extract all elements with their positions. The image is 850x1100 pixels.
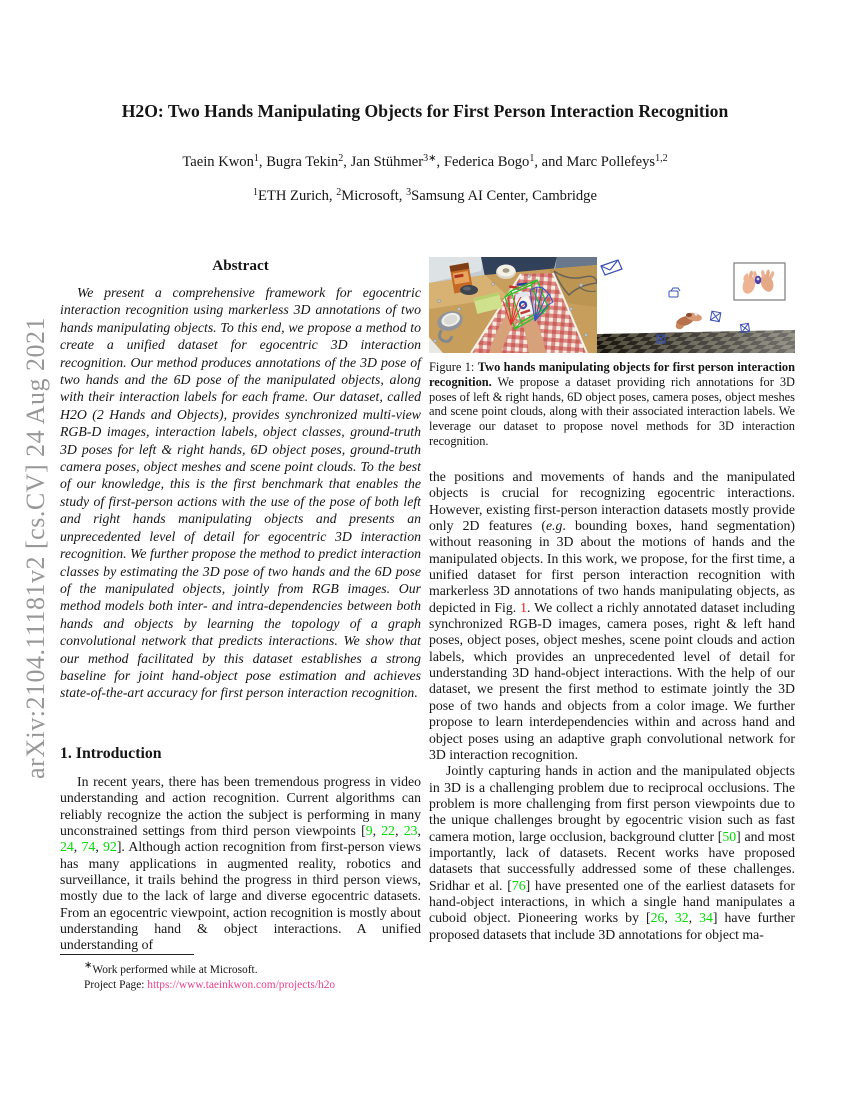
footnote-line-2 (60, 978, 421, 993)
text-segment: , Federica Bogo (436, 154, 530, 170)
text-segment: Two hands manipulating objects for first person interaction recognition. (429, 360, 796, 389)
text-segment: , and Marc Pollefeys (534, 154, 656, 170)
text-segment: Jointly capturing hands in action and the manipulated objects in 3D is a challenging problem due to reciprocal occlusions. The problem is more challenging from first person viewpoints due to the unique challenges brought by egocentric vision such as fast camera motion, large occlusion, background clutter [ (429, 763, 795, 844)
figure1-3d-visualization (597, 257, 795, 353)
paper-title: H2O: Two Hands Manipulating Objects for First Person Interaction Recognition (121, 101, 729, 121)
abstract-text: We present a comprehensive framework for egocentric interaction recognition using markerless 3D annotations of two hands manipulating objects. To this end, we propose a method to create a unified dataset for egocentric 3D interaction recognition. Our method produces annotations of the 3D pose of two hands and the 6D pose of the manipulated objects, along with their interaction labels for each frame. Our dataset, called H2O (2 Hands and Objects), provides synchronized multi-view RGB-D images, interaction labels, object classes, ground-truth 3D poses for left & right hands, 6D object poses, ground-truth camera poses, object meshes and scene point clouds. To the best of our knowledge, this is the first benchmark that enables the study of first-person actions with the use of the pose of both left and right hands manipulating objects and presents an unprecedented level of detail for egocentric 3D interaction recognition. We further propose the method to predict interaction classes by estimating the 3D pose of two hands and the 6D pose of the manipulated objects, jointly from RGB images. Our method models both inter- and intra-dependencies between both hands and objects by learning the topology of a graph convolutional network that predicts interactions. We show that our method facilitated by this dataset establishes a strong baseline for joint hand-object pose estimation and achieves state-of-the-art accuracy for first person interaction recognition. (60, 285, 421, 701)
citation-link[interactable]: 9 (365, 823, 373, 839)
citation-link[interactable]: 76 (511, 877, 526, 893)
citation-link[interactable]: 32 (674, 910, 689, 926)
text-segment: , Bugra Tekin (258, 154, 339, 170)
project-page-link[interactable]: https://www.taeinkwon.com/projects/h2o (147, 978, 336, 991)
figure1-egocentric-photo (429, 257, 597, 353)
text-segment: In recent years, there has been tremendous progress in video understanding and action recognition. Current algorithms can reliably recognize the action the subject is performing in many unconstrained settings from third person viewpoints [ (60, 774, 421, 839)
text-segment: 1 (253, 187, 259, 198)
text-segment: Microsoft, (341, 188, 407, 204)
text-segment: 2 (338, 153, 344, 164)
figure-ref-link[interactable]: 1 (520, 599, 528, 615)
figure1 (429, 257, 795, 353)
text-segment: , (73, 839, 82, 855)
text-segment: Project Page: (84, 978, 148, 991)
text-segment: ETH Zurich, (258, 188, 337, 204)
text-segment: , (688, 910, 700, 926)
text-segment: 1 (529, 153, 535, 164)
figure1-inset-hands (734, 263, 785, 300)
citation-link[interactable]: 24 (60, 839, 74, 855)
computer-mouse (460, 285, 478, 295)
figure1-caption (429, 360, 795, 449)
citation-link[interactable]: 50 (722, 828, 737, 844)
text-segment: ] and most importantly, lack of datasets. Recent works have proposed datasets that successfully addressed some of these challenges. Sridhar et al. [ (429, 828, 795, 893)
text-segment: , (664, 910, 675, 926)
citation-link[interactable]: 74 (81, 839, 96, 855)
footnote-line-1 (60, 959, 421, 978)
text-segment: 1,2 (655, 153, 668, 164)
text-segment: ] have further proposed datasets that include 3D annotations for object ma- (429, 910, 796, 942)
text-segment: 2 (336, 187, 342, 198)
citation-link[interactable]: 26 (650, 910, 665, 926)
footnote-rule (60, 954, 194, 955)
body-paragraph (429, 469, 795, 763)
text-segment: ∗ (84, 960, 93, 971)
abstract-heading: Abstract (212, 257, 269, 274)
text-segment: Taein Kwon (182, 154, 254, 170)
arxiv-stamp: arXiv:2104.11181v2 [cs.CV] 24 Aug 2021 (21, 317, 50, 779)
body-paragraph (429, 763, 795, 943)
text-segment: Figure 1: (429, 360, 478, 374)
text-segment: Samsung AI Center, Cambridge (411, 188, 597, 204)
introduction-paragraph (60, 774, 421, 954)
text-segment: 3 (406, 187, 412, 198)
text-segment: . bounding boxes, hand segmentation) without reasoning in 3D about the motions of hands and the manipulated objects. In this work, we propose, for the first time, a unified dataset for first person interaction recognition with markerless 3D annotations of two hands manipulating objects, as depicted in Fig. (429, 518, 795, 615)
text-segment: e.g (545, 518, 563, 534)
author-line (60, 153, 790, 171)
citation-link[interactable]: 34 (699, 910, 713, 926)
text-segment: Work performed while at Microsoft. (92, 964, 258, 976)
citation-link[interactable]: 23 (403, 823, 418, 839)
text-segment: We propose a dataset providing rich annotations for 3D poses of left & right hands, 6D object poses, camera poses, object meshes and scene point clouds, along with their associated interaction labels. We leverage our dataset to propose novel methods for 3D interaction recognition. (429, 374, 795, 448)
text-segment: , (95, 839, 104, 855)
text-segment: ]. Although action recognition from first-person views has many applications in augmented reality, robotics and surveillance, it trails behind the progress in third person views, mostly due to the lack of large and diverse egocentric datasets. From an egocentric viewpoint, action recognition is mostly about understanding hand & object interactions. A unified understanding of (60, 839, 421, 953)
right-column-text (429, 469, 795, 943)
affiliation-line (60, 187, 790, 205)
citation-link[interactable]: 22 (381, 823, 396, 839)
text-segment: ] have presented one of the earliest datasets for hand-object interactions, in which a single hand manipulates a cuboid object. Pioneering works by [ (429, 877, 795, 926)
text-segment: the positions and movements of hands and the manipulated objects is crucial for recognizing egocentric interactions. However, existing first-person interaction datasets mostly provide only 2D features ( (429, 469, 795, 534)
text-segment: , (395, 823, 404, 839)
section-heading-introduction: 1. Introduction (60, 745, 162, 762)
text-segment: 1 (253, 153, 259, 164)
text-segment: , (372, 823, 382, 839)
footnote (60, 954, 421, 992)
text-segment: 3∗ (423, 153, 437, 164)
text-segment: , Jan Stühmer (343, 154, 424, 170)
citation-link[interactable]: 92 (103, 839, 117, 855)
text-segment: . We collect a richly annotated dataset including synchronized RGB-D images, camera poses, right & left hand poses, object poses, object meshes, scene point clouds and action labels, which provides an unprecedented level of detail for understanding 3D hand-object interactions. With the help of our dataset, we present the first method to estimate jointly the 3D pose of two hands and objects from a color image. We further propose to learn interdependencies within and across hand and object poses using an adaptive graph convolutional network for 3D interaction recognition. (429, 599, 795, 762)
text-segment: , (417, 823, 421, 839)
